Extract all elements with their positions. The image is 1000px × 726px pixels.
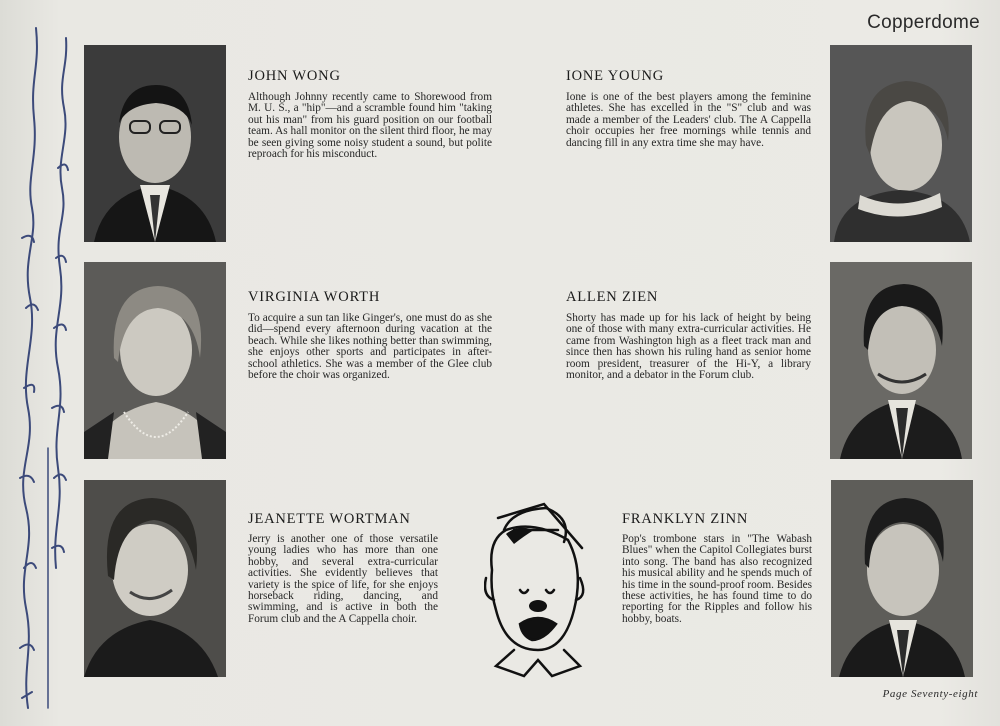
student-name: ALLEN ZIEN — [566, 289, 659, 305]
student-bio: Pop's trombone stars in "The Wabash Blues" when the Capitol Collegiates burst into song. The band has also recognized his musical ability and he spends much of his time in the sound-proof room. Besides these activities, he has found time to do reporting for the Ripples and follow his hobby, boats. — [622, 533, 812, 625]
student-name: FRANKLYN ZINN — [622, 511, 749, 527]
student-bio: Jerry is another one of those versatile young ladies who has more than one hobby, and several extra-curricular activities. She evidently believes that variety is the spice of life, for she enjoys horseback riding, dancing, and swimming, and is active in both the Forum club and the A Cappella choir. — [248, 533, 438, 625]
student-bio: To acquire a sun tan like Ginger's, one must do as she did—spend every afternoon during vacation at the beach. While she likes nothing better than swimming, she enjoys other sports and participates in after-school athletics. She was a member of the Glee club before the choir was organized. — [248, 312, 492, 382]
page-title: Copperdome — [867, 12, 980, 33]
portrait-ione-young — [830, 45, 972, 242]
handwriting-scribble — [8, 8, 83, 718]
portrait-franklyn-zinn — [831, 480, 973, 677]
page-number: Page Seventy-eight — [882, 688, 978, 700]
student-name: VIRGINIA WORTH — [248, 289, 381, 305]
portrait-john-wong — [84, 45, 226, 242]
student-bio: Ione is one of the best players among the feminine athletes. She has excelled in the "S" club and was made a member of the Leaders' club. The A Cappella choir occupies her free mornings while tennis and dancing fill in any extra time she may have. — [566, 91, 811, 149]
student-name: JOHN WONG — [248, 68, 341, 84]
student-bio: Although Johnny recently came to Shorewood from M. U. S., a "hip"—and a scramble found him "taking out his man" from his guard position on our football team. As hall monitor on the silent third floor, he may be seen giving some noisy student a sound, but polite reproach for his misconduct. — [248, 91, 492, 161]
student-name: IONE YOUNG — [566, 68, 665, 84]
portrait-jeanette-wortman — [84, 480, 226, 677]
handwritten-note — [8, 8, 83, 718]
portrait-virginia-worth — [84, 262, 226, 459]
student-name: JEANETTE WORTMAN — [248, 511, 411, 527]
clown-cartoon — [484, 500, 588, 680]
student-bio: Shorty has made up for his lack of height by being one of those with many extra-curricular activities. He came from Washington high as a fleet track man and since then has shown his ruling hand as senior home room president, treasurer of the Hi-Y, a library monitor, and a debator in the Forum club. — [566, 312, 811, 382]
portrait-allen-zien — [830, 262, 972, 459]
